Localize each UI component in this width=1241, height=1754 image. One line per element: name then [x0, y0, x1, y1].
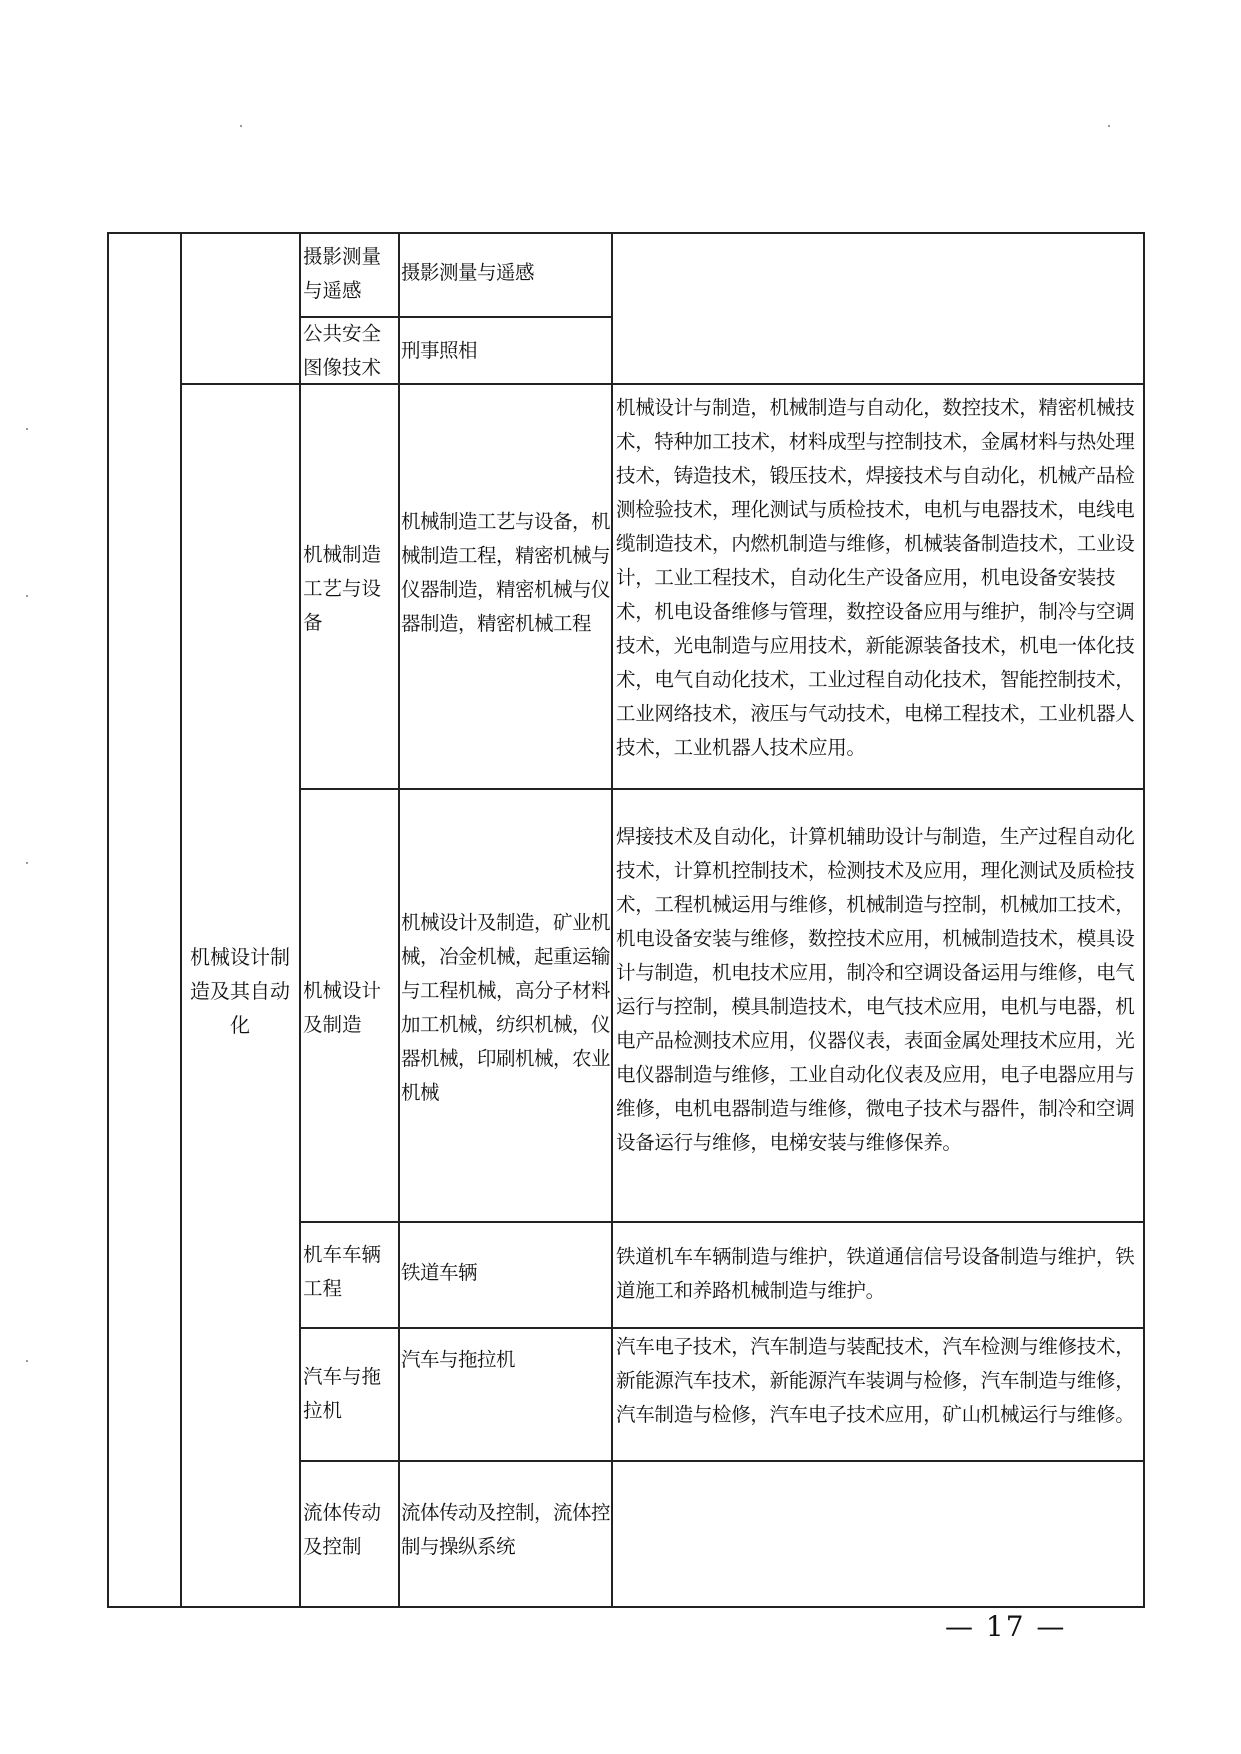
- row-rule: [299, 788, 1145, 790]
- subcategory-cell: 摄影测量与遥感: [303, 245, 382, 302]
- scan-speck: [26, 595, 28, 597]
- scan-speck: [26, 862, 28, 864]
- related-majors-cell: 铁道机车车辆制造与维护，铁道通信信号设备制造与维护，铁道施工和养路机械制造与维护。: [616, 1245, 1135, 1302]
- related-majors-cell: 汽车电子技术，汽车制造与装配技术，汽车检测与维修技术，新能源汽车技术，新能源汽车装调与检修，汽车制造与维修，汽车制造与检修，汽车电子技术应用，矿山机械运行与维修。: [616, 1335, 1135, 1426]
- related-majors-cell: 焊接技术及自动化，计算机辅助设计与制造，生产过程自动化技术，计算机控制技术，检测技术及应用，理化测试及质检技术，工程机械运用与维修，机械制造与控制，机械加工技术，机电设备安装与维修，数控技术应用，机械制造技术，模具设计与制造，机电技术应用，制冷和空调设备运用与维修，电气运行与控制，模具制造技术，电气技术应用，电机与电器，机电产品检测技术应用，仪器仪表，表面金属处理技术应用，光电仪器制造与维修，工业自动化仪表及应用，电子电器应用与维修，电机电器制造与维修，微电子技术与器件，制冷和空调设备运行与维修，电梯安装与维修保养。: [616, 825, 1135, 1154]
- scan-speck: [1108, 125, 1110, 127]
- subcategory-cell: 公共安全图像技术: [303, 322, 382, 379]
- subcategory-cell: 机械设计及制造: [303, 979, 382, 1036]
- major-cell: 机械设计及制造，矿业机械，冶金机械，起重运输与工程机械，高分子材料加工机械，纺织机械，仪器机械，印刷机械，农业机械: [401, 911, 611, 1104]
- subcategory-cell: 机械制造工艺与设备: [303, 543, 382, 634]
- page-number: — 17 —: [945, 1610, 1067, 1643]
- major-cell: 刑事照相: [401, 339, 478, 362]
- scan-speck: [240, 125, 242, 127]
- scan-speck: [26, 1360, 28, 1362]
- row-rule: [299, 1460, 1145, 1462]
- major-cell: 流体传动及控制，流体控制与操纵系统: [401, 1501, 611, 1558]
- major-cell: 机械制造工艺与设备，机械制造工程，精密机械与仪器制造，精密机械与仪器制造，精密机械工程: [401, 510, 611, 635]
- scan-speck: [26, 428, 28, 430]
- col-rule: [180, 232, 182, 1608]
- related-majors-cell: 机械设计与制造，机械制造与自动化，数控技术，精密机械技术，特种加工技术，材料成型与控制技术，金属材料与热处理技术，铸造技术，锻压技术，焊接技术与自动化，机械产品检测检验技术，理化测试与质检技术，电机与电器技术，电线电缆制造技术，内燃机制造与维修，机械装备制造技术，工业设计，工业工程技术，自动化生产设备应用，机电设备安装技术，机电设备维修与管理，数控设备应用与维护，制冷与空调技术，光电制造与应用技术，新能源装备技术，机电一体化技术，电气自动化技术，工业过程自动化技术，智能控制技术，工业网络技术，液压与气动技术，电梯工程技术，工业机器人技术，工业机器人技术应用。: [616, 396, 1135, 759]
- subcategory-cell: 机车车辆工程: [303, 1243, 382, 1300]
- major-cell: 铁道车辆: [401, 1261, 478, 1284]
- subcategory-cell: 流体传动及控制: [303, 1501, 382, 1558]
- category-cell: 机械设计制造及其自动化: [190, 945, 290, 1037]
- subcategory-cell: 汽车与拖拉机: [303, 1365, 382, 1422]
- row-rule: [299, 1327, 1145, 1329]
- major-cell: 摄影测量与遥感: [401, 261, 535, 284]
- row-rule: [299, 1221, 1145, 1223]
- major-cell: 汽车与拖拉机: [401, 1348, 516, 1371]
